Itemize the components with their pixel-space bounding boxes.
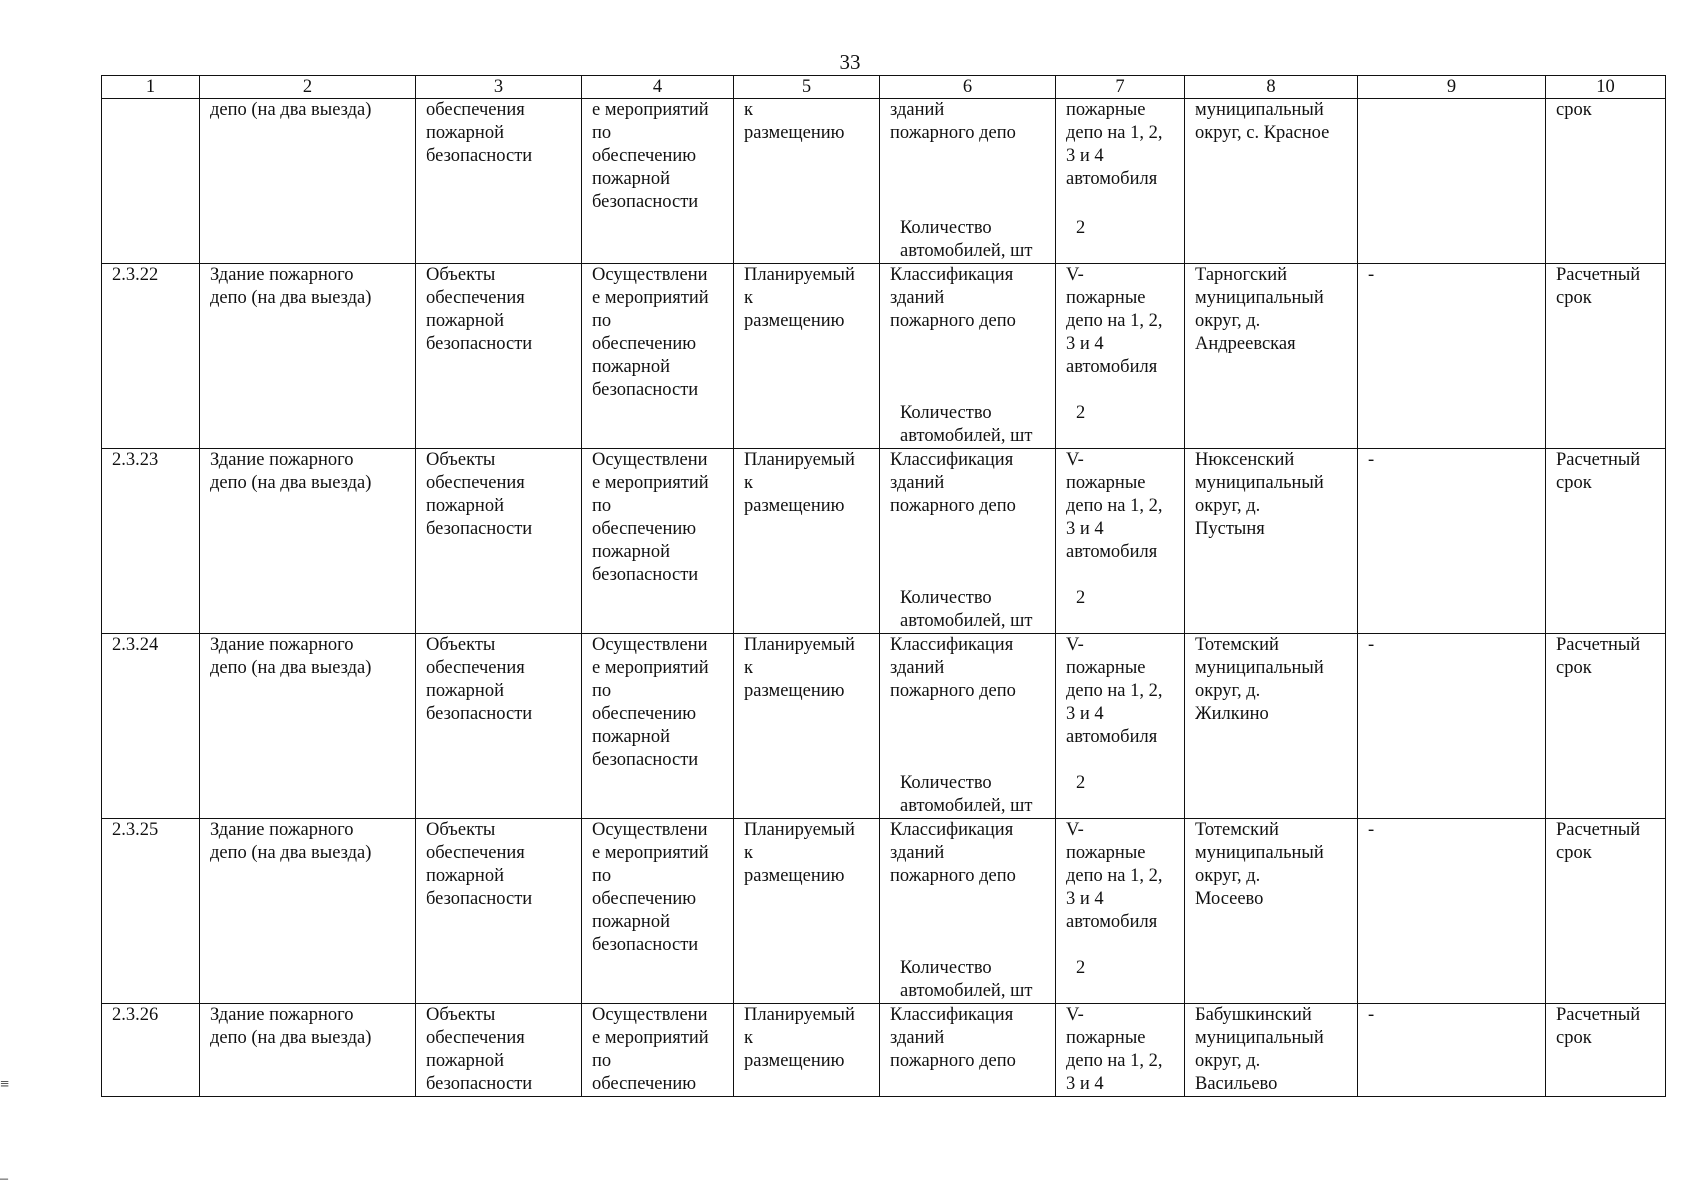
characteristics	[880, 634, 1056, 819]
location: Тарногский муниципальный округ, д. Андреевская	[1185, 264, 1358, 449]
characteristic-value: V- пожарные депо на 1, 2, 3 и 4 автомобиля	[1066, 265, 1163, 377]
characteristic-value: V- пожарные депо на 1, 2, 3 и 4 автомобиля	[1066, 820, 1163, 932]
row-number: 2.3.22	[102, 264, 200, 449]
characteristic-values	[1056, 99, 1185, 264]
deadline: Расчетный срок	[1546, 264, 1666, 449]
table-row	[102, 634, 1666, 819]
characteristic-value: V- пожарные депо на 1, 2, 3 и 4 автомобиля	[1066, 635, 1163, 747]
quantity-label: Количество автомобилей, шт	[900, 218, 1033, 261]
quantity-value: 2	[1076, 588, 1086, 608]
characteristic-values	[1056, 1004, 1185, 1097]
table-row	[102, 264, 1666, 449]
row-number: 2.3.24	[102, 634, 200, 819]
quantity-label: Количество автомобилей, шт	[900, 403, 1033, 446]
characteristic-label: Классификация зданий пожарного депо	[890, 450, 1016, 516]
characteristic-label: Классификация зданий пожарного депо	[890, 820, 1016, 886]
characteristics	[880, 99, 1056, 264]
object-name: Здание пожарного депо (на два выезда)	[200, 449, 416, 634]
page-number: 33	[839, 50, 861, 74]
characteristics	[880, 449, 1056, 634]
purpose: Осуществлени е мероприятий по обеспечению пожарной безопасности	[582, 449, 734, 634]
characteristic-label: Классификация зданий пожарного депо	[890, 635, 1016, 701]
status: Планируемый к размещению	[734, 264, 880, 449]
location: Тотемский муниципальный округ, д. Жилкино	[1185, 634, 1358, 819]
column-numbers-row	[102, 76, 1666, 99]
protection-zone: -	[1358, 819, 1546, 1004]
column-number: 9	[1358, 76, 1546, 99]
row-number: 2.3.26	[102, 1004, 200, 1097]
margin-mark: ≡	[0, 1076, 10, 1093]
table-row	[102, 1004, 1666, 1097]
object-name: Здание пожарного депо (на два выезда)	[200, 264, 416, 449]
location: Бабушкинский муниципальный округ, д. Васильево	[1185, 1004, 1358, 1097]
column-number: 10	[1546, 76, 1666, 99]
protection-zone: -	[1358, 1004, 1546, 1097]
table-row	[102, 449, 1666, 634]
column-number: 3	[416, 76, 582, 99]
object-type: Объекты обеспечения пожарной безопасности	[416, 264, 582, 449]
purpose: Осуществлени е мероприятий по обеспечению пожарной безопасности	[582, 819, 734, 1004]
column-number: 2	[200, 76, 416, 99]
object-name: Здание пожарного депо (на два выезда)	[200, 819, 416, 1004]
margin-mark: –	[0, 1170, 8, 1187]
characteristic-values	[1056, 634, 1185, 819]
characteristics	[880, 819, 1056, 1004]
protection-zone	[1358, 99, 1546, 264]
characteristic-label: Классификация зданий пожарного депо	[890, 265, 1016, 331]
location: муниципальный округ, с. Красное	[1185, 99, 1358, 264]
table-row	[102, 819, 1666, 1004]
deadline: Расчетный срок	[1546, 449, 1666, 634]
characteristic-value: V- пожарные депо на 1, 2, 3 и 4	[1066, 1005, 1163, 1094]
object-type: Объекты обеспечения пожарной безопасности	[416, 634, 582, 819]
object-type: Объекты обеспечения пожарной безопасности	[416, 1004, 582, 1097]
status: Планируемый к размещению	[734, 819, 880, 1004]
quantity-label: Количество автомобилей, шт	[900, 773, 1033, 816]
characteristic-label: зданий пожарного депо	[890, 100, 1016, 143]
document-table	[101, 75, 1666, 1097]
characteristic-values	[1056, 819, 1185, 1004]
characteristic-values	[1056, 449, 1185, 634]
characteristic-value: V- пожарные депо на 1, 2, 3 и 4 автомобиля	[1066, 450, 1163, 562]
status: к размещению	[734, 99, 880, 264]
quantity-value: 2	[1076, 403, 1086, 423]
object-name: Здание пожарного депо (на два выезда)	[200, 634, 416, 819]
protection-zone: -	[1358, 264, 1546, 449]
table-row	[102, 99, 1666, 264]
location: Нюксенский муниципальный округ, д. Пустыня	[1185, 449, 1358, 634]
quantity-value: 2	[1076, 773, 1086, 793]
quantity-value: 2	[1076, 218, 1086, 238]
column-number: 7	[1056, 76, 1185, 99]
purpose: Осуществлени е мероприятий по обеспечению пожарной безопасности	[582, 264, 734, 449]
purpose: Осуществлени е мероприятий по обеспечению	[582, 1004, 734, 1097]
deadline: Расчетный срок	[1546, 1004, 1666, 1097]
row-number	[102, 99, 200, 264]
status: Планируемый к размещению	[734, 634, 880, 819]
characteristic-values	[1056, 264, 1185, 449]
column-number: 8	[1185, 76, 1358, 99]
characteristic-value: пожарные депо на 1, 2, 3 и 4 автомобиля	[1066, 100, 1163, 189]
quantity-label: Количество автомобилей, шт	[900, 588, 1033, 631]
row-number: 2.3.23	[102, 449, 200, 634]
object-type: обеспечения пожарной безопасности	[416, 99, 582, 264]
deadline: Расчетный срок	[1546, 819, 1666, 1004]
object-name: депо (на два выезда)	[200, 99, 416, 264]
deadline: срок	[1546, 99, 1666, 264]
quantity-value: 2	[1076, 958, 1086, 978]
column-number: 1	[102, 76, 200, 99]
purpose: Осуществлени е мероприятий по обеспечению пожарной безопасности	[582, 634, 734, 819]
purpose: е мероприятий по обеспечению пожарной безопасности	[582, 99, 734, 264]
object-name: Здание пожарного депо (на два выезда)	[200, 1004, 416, 1097]
column-number: 5	[734, 76, 880, 99]
row-number: 2.3.25	[102, 819, 200, 1004]
deadline: Расчетный срок	[1546, 634, 1666, 819]
status: Планируемый к размещению	[734, 1004, 880, 1097]
quantity-label: Количество автомобилей, шт	[900, 958, 1033, 1001]
location: Тотемский муниципальный округ, д. Мосеево	[1185, 819, 1358, 1004]
characteristic-label: Классификация зданий пожарного депо	[890, 1005, 1016, 1071]
column-number: 4	[582, 76, 734, 99]
protection-zone: -	[1358, 449, 1546, 634]
characteristics	[880, 264, 1056, 449]
object-type: Объекты обеспечения пожарной безопасности	[416, 449, 582, 634]
characteristics	[880, 1004, 1056, 1097]
status: Планируемый к размещению	[734, 449, 880, 634]
object-type: Объекты обеспечения пожарной безопасности	[416, 819, 582, 1004]
protection-zone: -	[1358, 634, 1546, 819]
column-number: 6	[880, 76, 1056, 99]
